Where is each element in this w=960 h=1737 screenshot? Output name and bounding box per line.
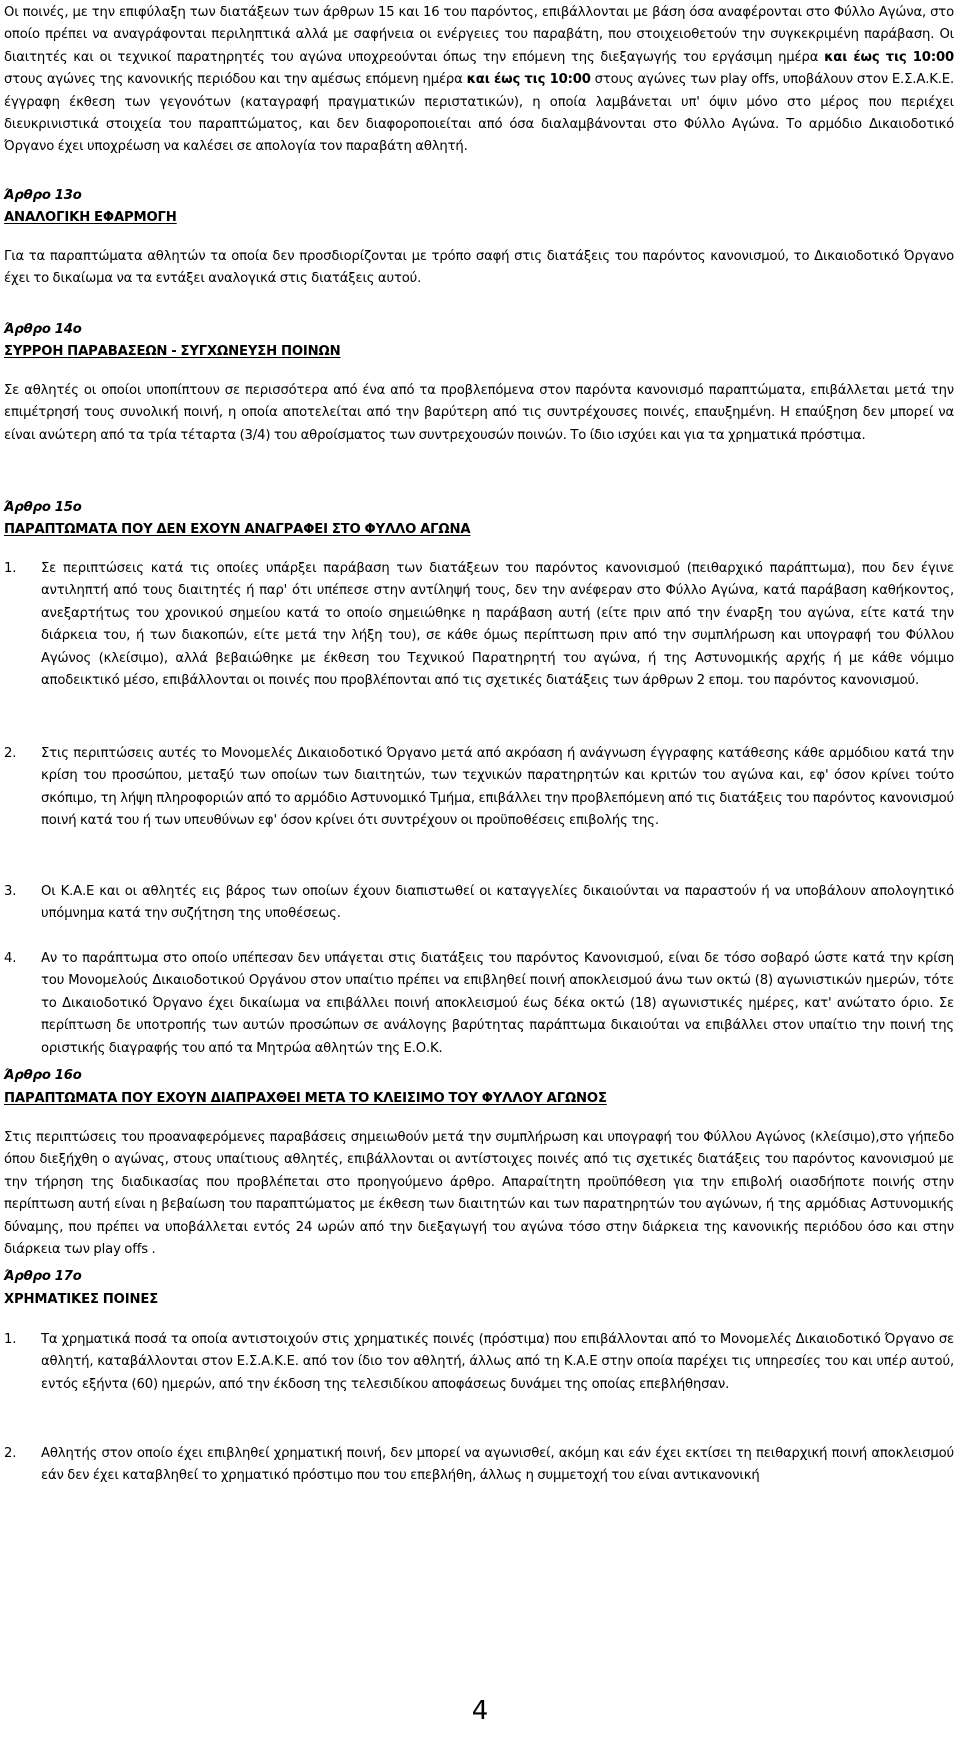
- article-14-title: ΣΥΡΡΟΗ ΠΑΡΑΒΑΣΕΩΝ - ΣΥΓΧΩΝΕΥΣΗ ΠΟΙΝΩΝ: [4, 344, 341, 359]
- item-number: 2.: [4, 1446, 17, 1461]
- article-17-item-1: [4, 1329, 954, 1396]
- intro-paragraph: [4, 2, 954, 159]
- article-15-label: Άρθρο 15ο: [4, 500, 82, 515]
- article-13-label: Άρθρο 13ο: [4, 188, 82, 203]
- item-text: Σε περιπτώσεις κατά τις οποίες υπάρξει παράβαση των διατάξεων του παρόντος κανονισμού (πειθαρχικό παράπτωμα), που δεν έγινε αντιληπτή από τους διαιτητές ή παρ' ότι υπέπεσε στην αντίληψή τους, δεν την ανέφεραν στο Φύλλο Αγώνα, κατά παράβαση καθήκοντος, ανεξαρτήτως του χρονικού σημείου κατά το οποίο σημειώθηκε η παράβαση αυτή (είτε πριν από την έναρξη του αγώνα, είτε κατά την διάρκεια του, ή των διακοπών, είτε μετά την λήξη του), σε κάθε όμως περίπτωση πριν από την συμπλήρωση και υπογραφή του Φύλλου Αγώνος (κλείσιμο), αλλά βεβαιώθηκε με έκθεση του Τεχνικού Παρατηρητή του αγώνα, ή της Αστυνομικής αρχής ή με κάθε νόμιμο αποδεικτικό μέσο, επιβάλλονται οι ποινές που προβλέπονται από τις σχετικές διατάξεις των άρθρων 2 επομ. του παρόντος κανονισμού.: [41, 561, 954, 689]
- intro-text-1: Οι ποινές, με την επιφύλαξη των διατάξεων των άρθρων 15 και 16 του παρόντος, επιβάλλονται με βάση όσα αναφέρονται στο Φύλλο Αγώνα, στο οποίο πρέπει να αναγράφονται περιληπτικά αλλά με σαφήνεια οι ενέργειες του παραβάτη, που στοιχειοθετούν την συγκεκριμένη παράβαση. Οι διαιτητές και οι τεχνικοί παρατηρητές του αγώνα υποχρεούνται όπως την επόμενη της διεξαγωγής του εργάσιμη ημέρα: [4, 5, 954, 65]
- item-text: Αθλητής στον οποίο έχει επιβληθεί χρηματική ποινή, δεν μπορεί να αγωνισθεί, ακόμη και εάν έχει εκτίσει τη πειθαρχική ποινή αποκλεισμού εάν δεν έχει καταβληθεί το χρηματικό πρόστιμο που του επεβλήθη, άλλως η συμμετοχή του είναι αντικανονική: [41, 1446, 954, 1484]
- article-13-text: Για τα παραπτώματα αθλητών τα οποία δεν προσδιορίζονται με τρόπο σαφή στις διατάξεις του παρόντος κανονισμού, το Δικαιοδοτικό Όργανο έχει το δικαίωμα να τα εντάξει αναλογικά στις διατάξεις αυτού.: [4, 249, 954, 287]
- item-number: 2.: [4, 746, 17, 761]
- article-16-label: Άρθρο 16ο: [4, 1068, 82, 1083]
- article-15-item-3: [4, 881, 954, 926]
- intro-text-2: στους αγώνες της κανονικής περιόδου και την αμέσως επόμενη ημέρα: [4, 72, 467, 88]
- item-number: 1.: [4, 1332, 17, 1347]
- item-number: 3.: [4, 884, 17, 899]
- article-14-label: Άρθρο 14ο: [4, 322, 82, 337]
- article-16-text: Στις περιπτώσεις του προαναφερόμενες παραβάσεις σημειωθούν μετά την συμπλήρωση και υπογραφή του Φύλλου Αγώνος (κλείσιμο),στο γήπεδο όπου διεξήχθη ο αγώνας, στους υπαίτιους αθλητές, επιβάλλονται οι αντίστοιχες ποινές από τις σχετικές διατάξεις του παρόντος κανονισμού με την τήρηση της διαδικασίας που προβλέπεται στο προηγούμενο άρθρο. Απαραίτητη προϋπόθεση για την επιβολή οιασδήποτε ποινής στην περίπτωση αυτή είναι η βεβαίωση του παραπτώματος με έκθεση των διαιτητών και των παρατηρητών του αγώνων, ή της αρμόδιας Αστυνομικής δύναμης, που πρέπει να υποβάλλεται εντός 24 ωρών από την διεξαγωγή του αγώνα τόσο στην διάρκεια της κανονικής περιόδου όσο και στην διάρκεια των play offs .: [4, 1130, 954, 1258]
- item-text: Στις περιπτώσεις αυτές το Μονομελές Δικαιοδοτικό Όργανο μετά από ακρόαση ή ανάγνωση έγγραφης κατάθεσης κάθε αρμόδιου κατά την κρίση του προσώπου, μεταξύ των οποίων των διαιτητών, των τεχνικών παρατηρητών και κριτών του αγώνα και, εφ' όσον κρίνει τούτο σκόπιμο, τη λήψη πληροφοριών από το αρμόδιο Αστυνομικό Τμήμα, επιβάλλει την προβλεπόμενη από τις διατάξεις του παρόντος κανονισμού ποινή κατά του ή των υπευθύνων εφ' όσον κρίνει ότι συντρέχουν οι προϋποθέσεις επιβολής της.: [41, 746, 954, 829]
- article-15-item-2: [4, 743, 954, 833]
- article-15-item-4: [4, 948, 954, 1060]
- intro-text-3: στους αγώνες των play offs, υποβάλουν στον Ε.Σ.Α.Κ.Ε. έγγραφη έκθεση των γεγονότων (καταγραφή πραγματικών περιστατικών), η οποία λαμβάνεται υπ' όψιν μόνο στο μέρος που περιέχει διευκρινιστικά στοιχεία του παραπτώματος, και δεν διαφοροποιείται από όσα διαλαμβάνονται στο Φύλλο Αγώνα. Το αρμόδιο Δικαιοδοτικό Όργανο έχει υποχρέωση να καλέσει σε απολογία τον παραβάτη αθλητή.: [4, 72, 954, 155]
- article-15-title: ΠΑΡΑΠΤΩΜΑΤΑ ΠΟΥ ΔΕΝ ΕΧΟΥΝ ΑΝΑΓΡΑΦΕΙ ΣΤΟ ΦΥΛΛΟ ΑΓΩΝΑ: [4, 522, 471, 537]
- item-text: Τα χρηματικά ποσά τα οποία αντιστοιχούν στις χρηματικές ποινές (πρόστιμα) που επιβάλλονται από το Μονομελές Δικαιοδοτικό Όργανο σε αθλητή, καταβάλλονται στον Ε.Σ.Α.Κ.Ε. από τον ίδιο τον αθλητή, άλλως από τη Κ.Α.Ε στην οποία παρέχει τις υπηρεσίες του και υπέρ αυτού, εντός εξήντα (60) ημερών, από την έκδοση της τελεσιδίκου αποφάσεως δυνάμει της οποίας επεβλήθησαν.: [41, 1332, 954, 1392]
- page-number: 4: [471, 1696, 489, 1726]
- item-number: 1.: [4, 561, 17, 576]
- article-17-item-2: [4, 1443, 954, 1488]
- item-text: Αν το παράπτωμα στο οποίο υπέπεσαν δεν υπάγεται στις διατάξεις του παρόντος Κανονισμού, είναι δε τόσο σοβαρό ώστε κατά την κρίση του Μονομελούς Δικαιοδοτικού Οργάνου στον υπαίτιο πρέπει να επιβληθεί ποινή αποκλεισμού άνω των οκτώ (8) αγωνιστικών ημερών, τότε το Δικαιοδοτικό Όργανο έχει δικαίωμα να επιβάλλει ποινή αποκλεισμού έως δέκα οκτώ (18) αγωνιστικές ημέρες, κατ' ανώτατο όριο. Σε περίπτωση δε υποτροπής των αυτών προσώπων σε ανάλογης βαρύτητας παράπτωμα δικαιούται να επιβάλλει στον υπαίτιο την ποινή της οριστικής διαγραφής του από τα Μητρώα αθλητών της Ε.Ο.Κ.: [41, 951, 954, 1056]
- item-number: 4.: [4, 951, 17, 966]
- article-14-text: Σε αθλητές οι οποίοι υποπίπτουν σε περισσότερα από ένα από τα προβλεπόμενα στον παρόντα κανονισμό παραπτώματα, επιβάλλεται μετά την επιμέτρησή τους συνολική ποινή, η οποία αποτελείται από την βαρύτερη από τις συντρέχουσες ποινές, επαυξημένη. Η επαύξηση δεν μπορεί να είναι ανώτερη από τα τρία τέταρτα (3/4) του αθροίσματος των συντρεχουσών ποινών. Το ίδιο ισχύει και για τα χρηματικά πρόστιμα.: [4, 383, 954, 443]
- article-17-title: ΧΡΗΜΑΤΙΚΕΣ ΠΟΙΝΕΣ: [4, 1292, 159, 1307]
- article-15-item-1: [4, 558, 954, 692]
- article-16-title: ΠΑΡΑΠΤΩΜΑΤΑ ΠΟΥ ΕΧΟΥΝ ΔΙΑΠΡΑΧΘΕΙ ΜΕΤΑ ΤΟ ΚΛΕΙΣΙΜΟ ΤΟΥ ΦΥΛΛΟΥ ΑΓΩΝΟΣ: [4, 1091, 607, 1106]
- item-text: Οι Κ.Α.Ε και οι αθλητές εις βάρος των οποίων έχουν διαπιστωθεί οι καταγγελίες δικαιούνται να παραστούν ή να υποβάλουν απολογητικό υπόμνημα κατά την συζήτηση της υποθέσεως.: [41, 884, 954, 922]
- intro-bold-2: και έως τις 10:00: [466, 72, 591, 88]
- article-13-title: ΑΝΑΛΟΓΙΚΗ ΕΦΑΡΜΟΓΗ: [4, 210, 177, 225]
- article-17-label: Άρθρο 17ο: [4, 1269, 82, 1284]
- intro-bold-1: και έως τις 10:00: [824, 49, 954, 65]
